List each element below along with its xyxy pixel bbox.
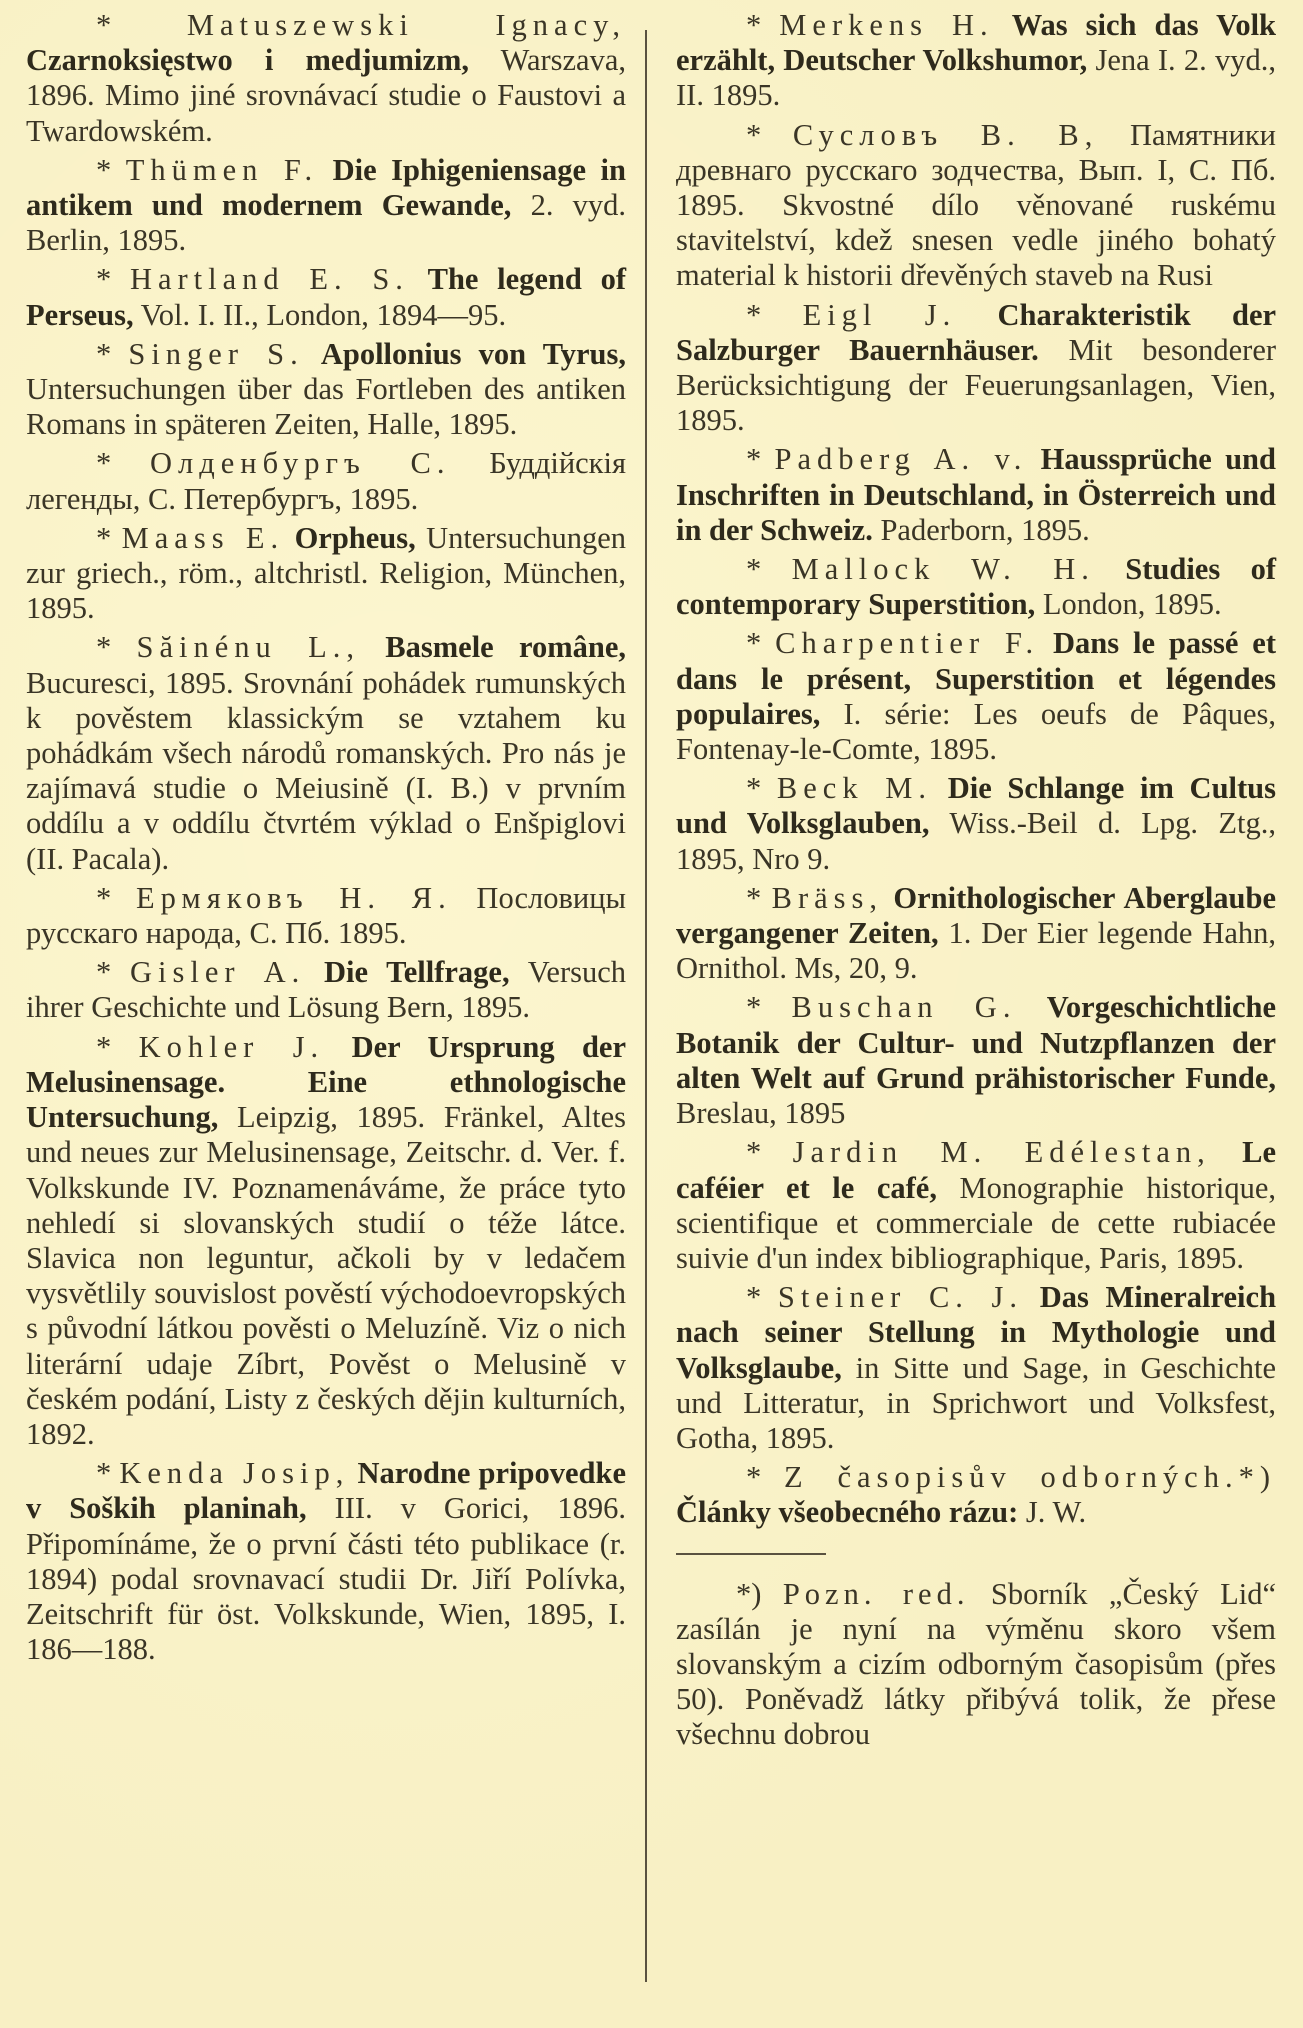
footnote-marker: *) (736, 1576, 762, 1611)
entry-author: Kenda Josip, (119, 1456, 350, 1491)
bibliography-entry (26, 521, 626, 627)
bibliography-entry (26, 1030, 626, 1452)
asterisk-marker: * (96, 152, 126, 187)
asterisk-marker: * (746, 117, 793, 152)
entry-details: Jena I. 2. vyd., II. 1895. (676, 43, 1276, 113)
entry-title: Die Iphigeniensage in antikem und modernem Gewande, (26, 152, 626, 223)
entry-details: Untersuchungen über das Fortleben des antiken Romans in späteren Zeiten, Halle, 1895. (26, 372, 626, 442)
entry-title: Was sich das Volk erzählt, Deutscher Volkshumor, (676, 8, 1277, 78)
bibliography-entry (676, 8, 1276, 114)
entry-author: Eigl J. (802, 297, 957, 332)
bibliography-entry (26, 1456, 626, 1667)
entry-author: Maass E. (121, 520, 285, 555)
entry-details: Leipzig, 1895. Fränkel, Altes und neues zur Melusinensage, Zeitschr. d. Ver. f. Volkskunde IV. Poznamenáváme, že práce tyto nehledí si slovanských studií o téže látce. Slavica non leguntur, ačkoli by v ledačem vysvětlily souvislost pověstí východoevropských s původní látkou pověsti o Meluzíně. Viz o nich literární udaje Zíbrt, Pověst o Melusině v českém podání, Listy z českých dějin kulturních, 1892. (26, 1100, 626, 1451)
entry-details: Mit besonderer Berücksichtigung der Feuerungsanlagen, Vien, 1895. (676, 332, 1277, 438)
entry-details: Bucuresci, 1895. Srovnání pohádek rumunských k pověstem klassickým se vztahem ku pohádkám všech národů romanských. Pro nás je zajímavá studie o Meiusině (I. B.) v prvním oddílu a v oddílu čtvrtém výklad o Enšpiglovi (II. Pacala). (26, 665, 626, 876)
entry-author: Săinénu L., (136, 630, 360, 665)
asterisk-marker: * (96, 8, 187, 42)
bibliography-entry (676, 552, 1276, 622)
entry-title: Der Ursprung der Melusinensage. Eine ethnologische Untersuchung, (26, 1029, 626, 1135)
entry-details: I. série: Les oeufs de Pâques, Fontenay-le-Comte, 1895. (676, 696, 1276, 767)
entry-details: Versuch ihrer Geschichte und Lösung Bern, 1895. (26, 955, 627, 1025)
entry-details: Untersuchungen zur griech., röm., altchristl. Religion, München, 1895. (26, 520, 627, 626)
left-column (26, 8, 626, 1671)
entry-author: Thümen F. (125, 152, 319, 187)
bibliography-entry (26, 153, 626, 259)
asterisk-marker: * (96, 446, 150, 481)
entry-details: Wiss.-Beil d. Lpg. Ztg., 1895, Nro 9. (676, 806, 1276, 876)
section-heading-spaced: Z časopisův odborných.*) (784, 1460, 1276, 1495)
entry-title: Dans le passé et dans le présent, Superstition et légendes populaires, (676, 626, 1276, 731)
entry-title: Basmele române, (385, 630, 627, 665)
entry-title: Vorgeschichtliche Botanik der Cultur- und Nutzpflanzen der alten Welt auf Grund prähistorischer Funde, (676, 990, 1276, 1095)
entry-title: Apollonius von Tyrus, (320, 336, 627, 371)
entry-author: Buschan G. (791, 990, 1017, 1025)
asterisk-marker: * (746, 552, 792, 587)
entry-details: III. v Gorici, 1896. Připomínáme, že o první části této publikace (r. 1894) podal srovnavací studii Dr. Jiří Polívka, Zeitschrift für öst. Volkskunde, Wien, 1895, I. 186—188. (26, 1491, 627, 1667)
entry-author: Padberg A. v. (774, 442, 1028, 477)
entry-details: Пословицы русскаго народа, С. Пб. 1895. (26, 880, 627, 951)
entry-details: Буддійскія легенды, С. Петербургъ, 1895. (26, 446, 627, 516)
entry-title: Das Mineralreich nach seiner Stellung in Mythologie und Volksglaube, (676, 1280, 1277, 1385)
bibliography-entry (676, 442, 1276, 548)
entry-title: Die Tellfrage, (323, 955, 510, 990)
entry-author: Сусловъ В. В, (792, 117, 1099, 152)
asterisk-marker: * (96, 1456, 120, 1491)
asterisk-marker: * (746, 990, 792, 1025)
entry-details: Vol. I. II., London, 1894—95. (140, 297, 507, 332)
entry-details: in Sitte und Sage, in Geschichte und Litteratur, in Sprichwort und Volksfest, Gotha, 1895. (676, 1350, 1277, 1455)
asterisk-marker: * (746, 442, 775, 477)
entry-author: Jardin M. Edélestan, (792, 1135, 1211, 1170)
entry-author: Beck M. (776, 771, 933, 806)
footnote-label: Pozn. red. (782, 1576, 970, 1611)
entry-title: Narodne pripovedke v Soških planinah, (26, 1456, 626, 1526)
entry-title: Charakteristik der Salzburger Bauernhäuser. (676, 297, 1277, 367)
asterisk-marker: * (746, 1135, 793, 1170)
entry-author: Matuszewski Ignacy, (186, 8, 626, 42)
entry-details: Monographie historique, scientifique et commerciale de cette rubiacée suivie d'un index bibliographique, Paris, 1895. (676, 1170, 1277, 1275)
footnote-text: Sborník „Český Lid“ zasílán je nyní na výměnu skoro všem slovanským a cizím odborným časopisům (přes 50). Poněvadž látky přibývá tolik, že přese všechnu dobrou (676, 1576, 1277, 1752)
bibliography-entry (26, 955, 626, 1025)
bibliography-entry (26, 8, 626, 149)
entry-author: Merkens H. (779, 8, 994, 42)
entry-author: Kohler J. (138, 1029, 325, 1064)
asterisk-marker: * (746, 880, 772, 915)
entry-author: Charpentier F. (775, 626, 1040, 661)
asterisk-marker: * (746, 626, 776, 661)
entry-title: Ornithologischer Aberglaube vergangener Zeiten, (676, 880, 1277, 951)
footnote (676, 1577, 1276, 1753)
bibliography-entry (676, 118, 1276, 294)
asterisk-marker: * (96, 1029, 139, 1064)
entry-author: Mallock W. H. (791, 552, 1095, 587)
entry-author: Singer S. (128, 336, 304, 371)
section-heading-rest: J. W. (1025, 1495, 1087, 1530)
entry-details: 1. Der Eier legende Hahn, Ornithol. Ms, 20, 9. (676, 916, 1277, 986)
bibliography-entry (26, 262, 626, 332)
asterisk-marker: * (746, 1280, 778, 1315)
entry-author: Gisler A. (129, 955, 306, 990)
bibliography-entry (26, 630, 626, 876)
bibliography-entry (676, 626, 1276, 767)
bibliography-entry (676, 881, 1276, 987)
asterisk-marker: * (746, 8, 780, 42)
entry-title: The legend of Perseus, (26, 262, 626, 332)
footnote-rule (676, 1553, 826, 1555)
entry-details: Breslau, 1895 (676, 1096, 846, 1131)
entry-details: 2. vyd. Berlin, 1895. (26, 188, 627, 258)
asterisk-marker: * (96, 955, 130, 990)
bibliography-entry (26, 337, 626, 443)
entry-details: London, 1895. (1042, 587, 1222, 622)
bibliography-entry (676, 1135, 1276, 1276)
entry-title: Czarnoksięstwo i medjumizm, (26, 43, 469, 78)
asterisk-marker: * (746, 297, 803, 332)
bibliography-entry (676, 990, 1276, 1131)
entry-author: Bräss, (771, 880, 884, 915)
section-heading-title: Články všeobecného rázu: (676, 1495, 1019, 1530)
asterisk-marker: * (746, 771, 777, 806)
entry-title: Le caféier et le café, (676, 1135, 1277, 1205)
entry-author: Hartland E. S. (129, 262, 409, 297)
bibliography-entry (26, 446, 626, 516)
column-divider (645, 30, 647, 1982)
entry-author: Ермяковъ Н. Я. (135, 880, 452, 915)
entry-details: Paderborn, 1895. (880, 512, 1090, 547)
bibliography-entry (676, 1280, 1276, 1456)
entry-details: Памятники древнаго русскаго зодчества, Вып. I, С. Пб. 1895. Skvostné dílo věnované ruskému stavitelství, kdež snesen vedle jiného bohatý material k historii dřevěných staveb na Rusi (676, 117, 1277, 293)
section-heading: * Z časopisův odborných.*) Články všeobecného rázu: J. W. (676, 1460, 1276, 1530)
right-column (676, 8, 1276, 1757)
entry-title: Studies of contemporary Superstition, (676, 552, 1277, 622)
asterisk-marker: * (96, 880, 136, 915)
asterisk-marker: * (96, 630, 137, 665)
asterisk-marker: * (96, 262, 130, 297)
entry-title: Die Schlange im Cultus und Volksglauben, (676, 771, 1277, 841)
bibliography-entry (676, 298, 1276, 439)
entry-title: Orpheus, (294, 520, 416, 555)
bibliography-entry (676, 771, 1276, 877)
asterisk-marker: * (96, 336, 129, 371)
entry-author: Олденбургъ С. (150, 446, 451, 481)
entry-author: Steiner C. J. (777, 1280, 1024, 1315)
bibliography-entry (26, 881, 626, 951)
asterisk-marker: * (96, 520, 122, 555)
entry-details: Warszava, 1896. Mimo jiné srovnávací studie o Faustovi a Twardowském. (26, 43, 626, 148)
entry-title: Haussprüche und Inschriften in Deutschland, in Österreich und in der Schweiz. (676, 442, 1276, 547)
